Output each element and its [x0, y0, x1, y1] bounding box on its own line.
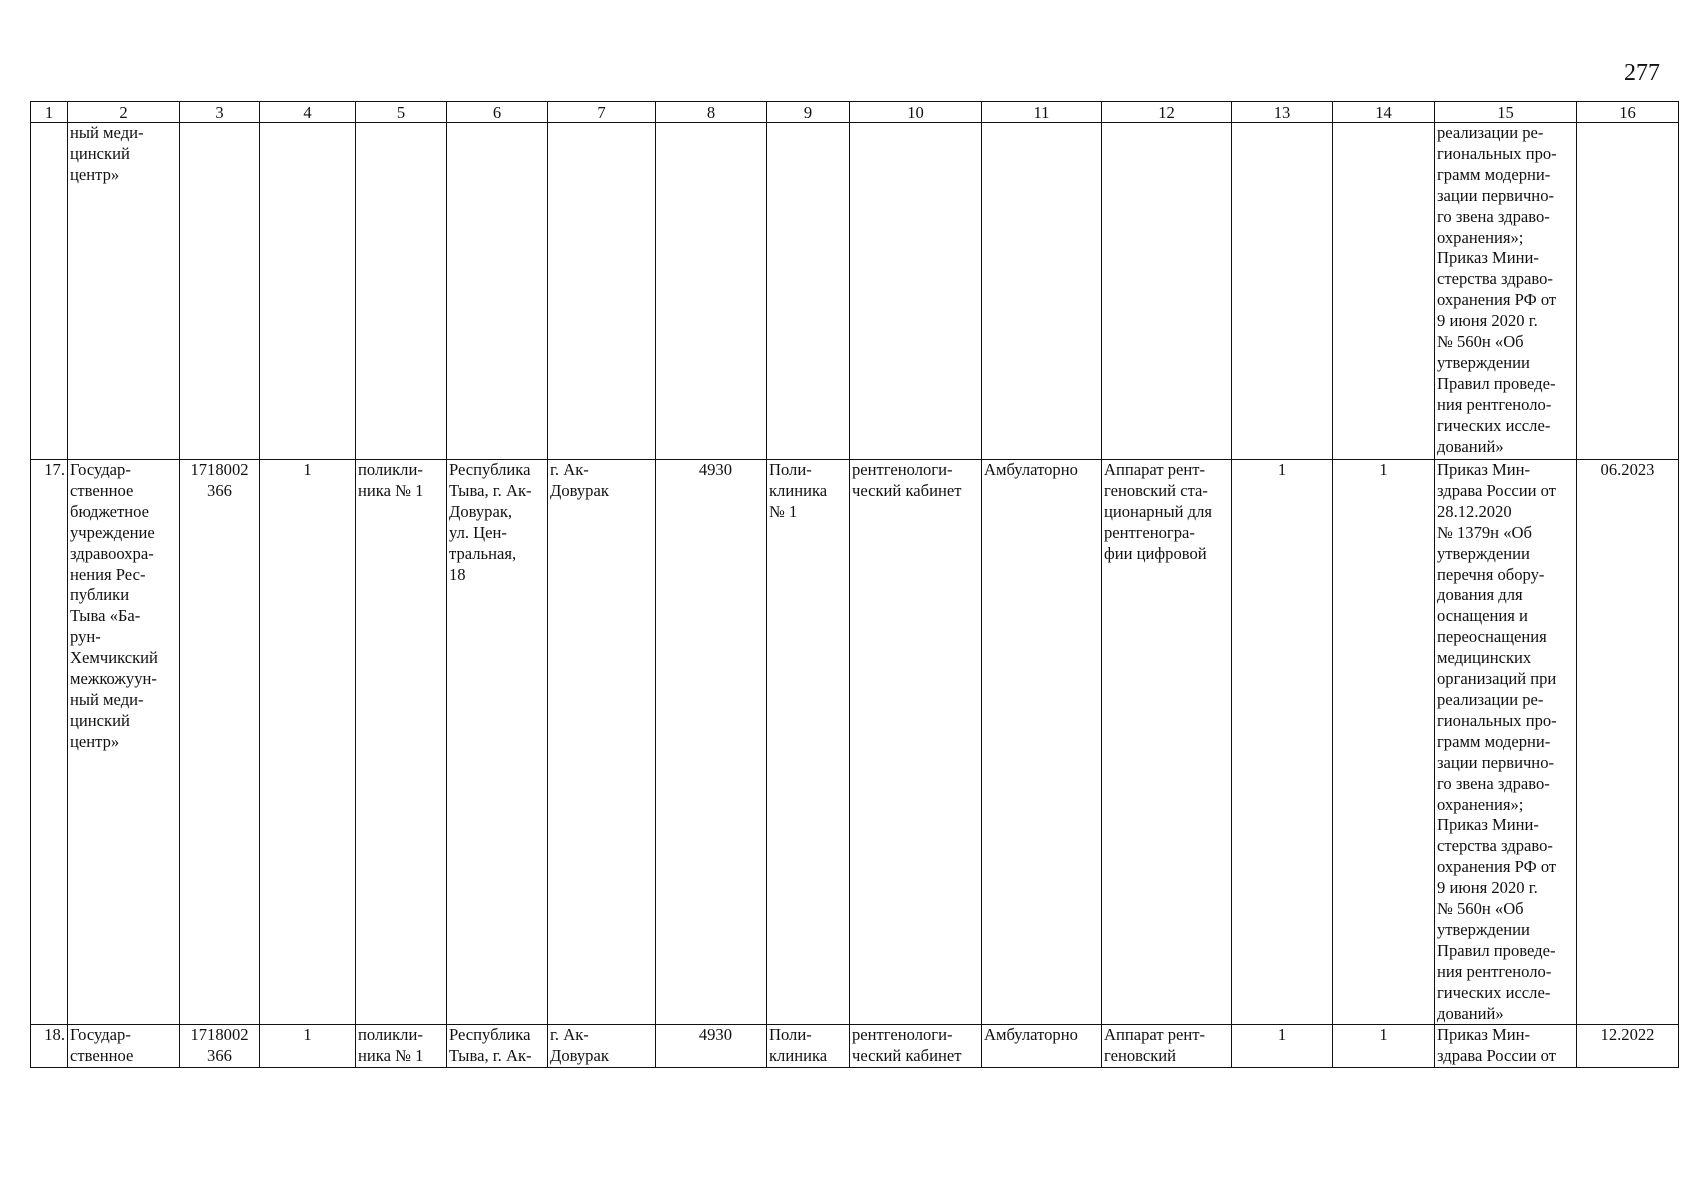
cell-care-type: Амбулаторно [982, 1025, 1102, 1068]
cell-number: 17. [31, 460, 68, 1025]
cell-care-type [982, 123, 1102, 460]
column-number-15: 15 [1435, 102, 1577, 123]
cell-locality [548, 123, 656, 460]
cell-equipment: Аппарат рент- геновский ста- ционарный для рентгеногра- фии цифровой [1102, 460, 1232, 1025]
cell-address [447, 123, 548, 460]
cell-col14 [1333, 123, 1435, 460]
cell-date [1577, 123, 1679, 460]
cell-date: 06.2023 [1577, 460, 1679, 1025]
column-number-11: 11 [982, 102, 1102, 123]
cell-legal-basis: реализации ре- гиональных про- грамм модерни- зации первично- го звена здраво- охранения»; Приказ Мини- стерства здраво- охранения РФ от 9 июня 2020 г. № 560н «Об утверждении Правил проведе- ния рентгеноло- гических иссле- дований» [1435, 123, 1577, 460]
cell-address: Республика Тыва, г. Ак- Довурак, ул. Цен- тральная, 18 [447, 460, 548, 1025]
column-number-12: 12 [1102, 102, 1232, 123]
cell-locality: г. Ак- Довурак [548, 1025, 656, 1068]
cell-legal-basis: Приказ Мин- здрава России от [1435, 1025, 1577, 1068]
column-number-14: 14 [1333, 102, 1435, 123]
page-number: 277 [1624, 60, 1660, 86]
cell-code: 4930 [656, 1025, 767, 1068]
column-number-13: 13 [1232, 102, 1333, 123]
cell-cabinet: рентгенологи- ческий кабинет [850, 460, 982, 1025]
table-row-continuation [31, 123, 1679, 460]
cell-care-type: Амбулаторно [982, 460, 1102, 1025]
cell-date: 12.2022 [1577, 1025, 1679, 1068]
column-number-16: 16 [1577, 102, 1679, 123]
cell-code: 4930 [656, 460, 767, 1025]
table-row [31, 1025, 1679, 1068]
column-number-7: 7 [548, 102, 656, 123]
cell-inn: 1718002 366 [180, 460, 260, 1025]
cell-col4: 1 [260, 1025, 356, 1068]
table-row [31, 460, 1679, 1025]
cell-subdivision: поликли- ника № 1 [356, 1025, 447, 1068]
cell-unit [767, 123, 850, 460]
column-number-2: 2 [68, 102, 180, 123]
cell-col14: 1 [1333, 460, 1435, 1025]
cell-organization: Государ- ственное [68, 1025, 180, 1068]
cell-col13: 1 [1232, 460, 1333, 1025]
cell-equipment [1102, 123, 1232, 460]
cell-col14: 1 [1333, 1025, 1435, 1068]
column-number-5: 5 [356, 102, 447, 123]
cell-number [31, 123, 68, 460]
cell-organization: ный меди- цинский центр» [68, 123, 180, 460]
column-number-1: 1 [31, 102, 68, 123]
column-number-10: 10 [850, 102, 982, 123]
column-number-4: 4 [260, 102, 356, 123]
cell-subdivision: поликли- ника № 1 [356, 460, 447, 1025]
cell-subdivision [356, 123, 447, 460]
cell-col4 [260, 123, 356, 460]
cell-unit: Поли- клиника № 1 [767, 460, 850, 1025]
cell-inn: 1718002 366 [180, 1025, 260, 1068]
column-number-3: 3 [180, 102, 260, 123]
column-number-9: 9 [767, 102, 850, 123]
cell-cabinet: рентгенологи- ческий кабинет [850, 1025, 982, 1068]
cell-unit: Поли- клиника [767, 1025, 850, 1068]
column-number-6: 6 [447, 102, 548, 123]
cell-address: Республика Тыва, г. Ак- [447, 1025, 548, 1068]
cell-equipment: Аппарат рент- геновский [1102, 1025, 1232, 1068]
cell-locality: г. Ак- Довурак [548, 460, 656, 1025]
cell-legal-basis: Приказ Мин- здрава России от 28.12.2020 № 1379н «Об утверждении перечня обору- дования для оснащения и переоснащения медицинских организаций при реализации ре- гиональных про- грамм модерни- зации первично- го звена здраво- охранения»; Приказ Мини- стерства здраво- охранения РФ от 9 июня 2020 г. № 560н «Об утверждении Правил проведе- ния рентгеноло- гических иссле- дований» [1435, 460, 1577, 1025]
column-number-row [31, 102, 1679, 123]
cell-col13 [1232, 123, 1333, 460]
cell-organization: Государ- ственное бюджетное учреждение здравоохра- нения Рес- публики Тыва «Ба- рун- Хемчикский межкожуун- ный меди- цинский центр» [68, 460, 180, 1025]
cell-col4: 1 [260, 460, 356, 1025]
cell-code [656, 123, 767, 460]
column-number-8: 8 [656, 102, 767, 123]
cell-inn [180, 123, 260, 460]
cell-col13: 1 [1232, 1025, 1333, 1068]
cell-number: 18. [31, 1025, 68, 1068]
cell-cabinet [850, 123, 982, 460]
equipment-table [30, 101, 1679, 1068]
